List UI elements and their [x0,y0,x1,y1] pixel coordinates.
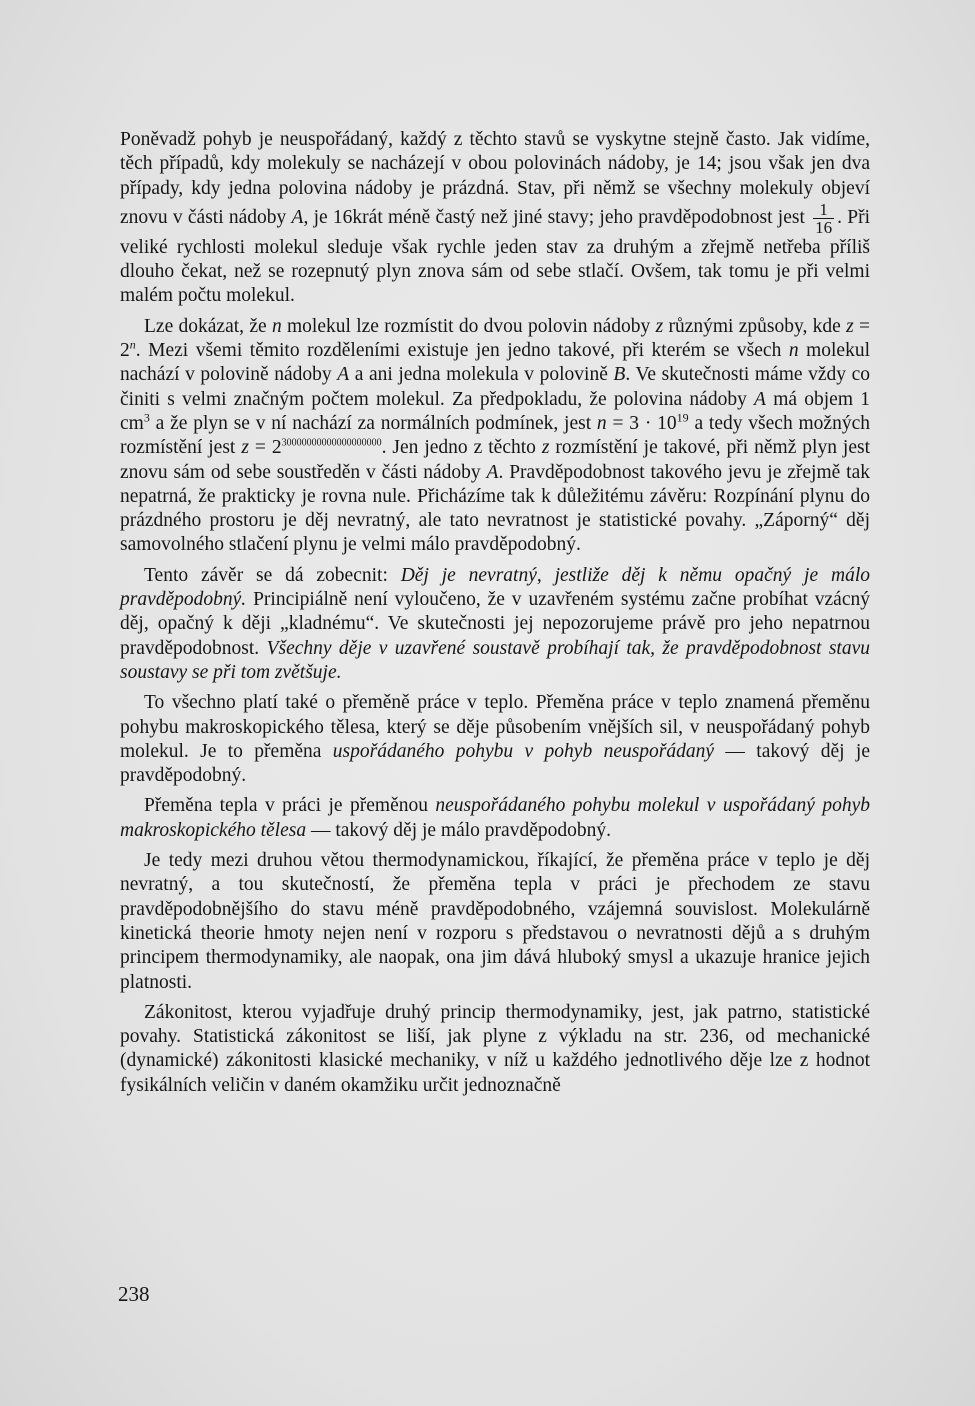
paragraph-3: Tento závěr se dá zobecnit: Děj je nevratný, jestliže děj k němu opačný je málo pravděpodobný. Principiálně není vyloučeno, že v uzavřeném systému začne probíhat vzácný děj, opačný k ději „kladnému“. Ve skutečnosti jej nepozorujeme právě pro jeho nepatrnou pravděpodobnost. Všechny děje v uzavřené soustavě probíhají tak, že pravděpodobnost stavu soustavy se při tom zvětšuje. [120,564,871,683]
paragraph-4: To všechno platí také o přeměně práce v teplo. Přeměna práce v teplo znamená přeměnu pohybu makroskopického tělesa, který se děje působením vnějších sil, v neuspořádaný pohyb molekul. Je to přeměna uspořádaného pohybu v pohyb neuspořádaný — takový děj je pravděpodobný. [120,692,870,787]
paragraph-7: Zákonitost, kterou vyjadřuje druhý princip thermodynamiky, jest, jak patrno, statistické povahy. Statistická zákonitost se liší, jak plyne z výkladu na str. 236, od mechanické (dynamické) zákonitosti klasické mechaniky, v níž u každého jednotlivého děje lze z hodnot fysikálních veličin v daném okamžiku určit jednoznačně [120,1001,870,1096]
body-text [120,128,870,1104]
paragraph-5: Přeměna tepla v práci je přeměnou neuspořádaného pohybu molekul v uspořádaný pohyb makroskopického tělesa — takový děj je málo pravděpodobný. [120,795,870,841]
paragraph-1: Poněvadž pohyb je neuspořádaný, každý z těchto stavů se vyskytne stejně často. Jak vidíme, těch případů, kdy molekuly se nacházejí v obou polovinách nádoby, je 14; jsou však jen dva případy, kdy jedna polovina nádoby je prázdná. Stav, při němž se všechny molekuly objeví znovu v části nádoby A, je 16krát méně častý než jiné stavy; jeho pravděpodobnost jest $\frac{1}{16}$ . Při veliké rychlosti molekul sleduje však rychle jeden stav za druhým a zřejmě netřeba příliš dlouho čekat, než se rozepnutý plyn znova sám od sebe stlačí. Ovšem, tak tomu je při velmi malém počtu molekul. [120,129,870,307]
paragraph-2: Lze dokázat, že n molekul lze rozmístit do dvou polovin nádoby z různými způsoby, kde $z = 2^n$. Mezi všemi těmito rozděleními existuje jen jedno takové, při kterém se všech n molekul nachází v polovině nádoby A a ani jedna molekula v polovině B. Ve skutečnosti máme vždy co činiti s velmi značným počtem molekul. Za předpokladu, že polovina nádoby A má objem 1 $cm^3$ a že plyn se v ní nachází za normálních podmínek, jest $n = 3 \cdot 10^{19}$ a tedy všech možných rozmístění jest $z = 2^{30000000000000000000}$. Jen jedno z těchto z rozmístění je takové, při němž plyn jest znovu sám od sebe soustředěn v části nádoby A. Pravděpodobnost takového jevu je zřejmě tak nepatrná, že prakticky je rovna nule. Přicházíme tak k důležitému závěru: Rozpínání plynu do prázdného prostoru je děj nevratný, ale tato nevratnost je statistické povahy. „Záporný“ děj samovolného stlačení plynu je velmi málo pravděpodobný. [120,315,871,556]
paragraph-6: Je tedy mezi druhou větou thermodynamickou, říkající, že přeměna práce v teplo je děj nevratný, a tou skutečností, že přeměna tepla v práci je přechodem ze stavu pravděpodobnějšího do stavu méně pravděpodobného, vzájemná souvislost. Molekulárně kinetická theorie hmoty nejen není v rozporu s představou o nevratnosti dějů a s druhým principem thermodynamiky, ale naopak, ona jim dává hluboký smysl a ukazuje hranice jejich platnosti. [120,850,870,993]
page-number: 238 [118,1282,150,1306]
fraction-one-sixteenth: $\frac{1}{16}$ [815,199,833,237]
